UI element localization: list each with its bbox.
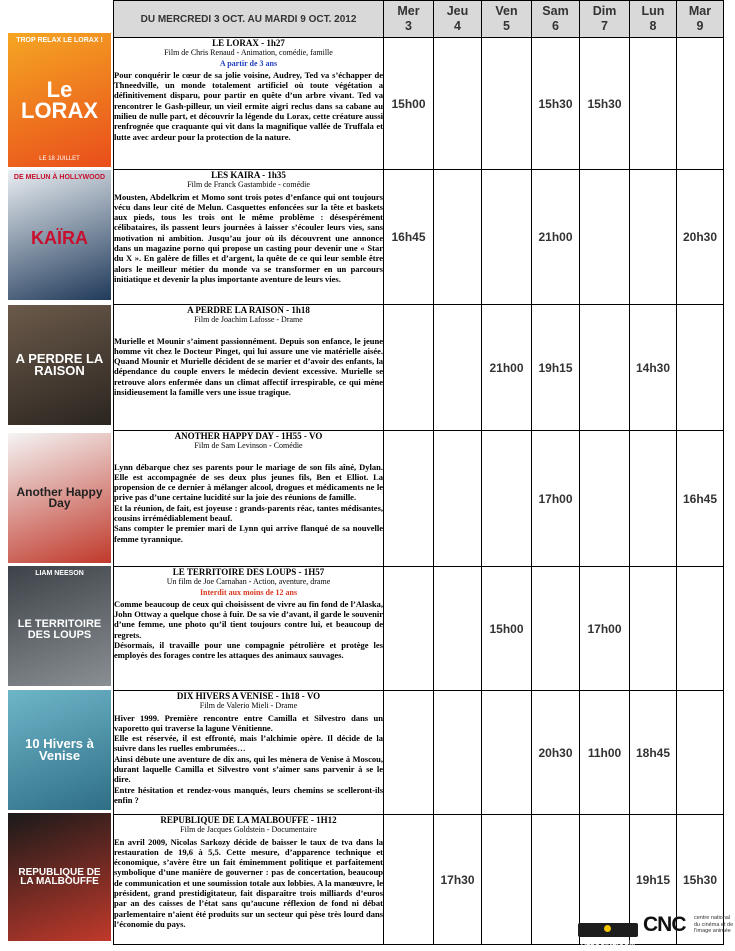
poster-footer: LE 18 JUILLET bbox=[39, 156, 80, 163]
showtime-mer: 16h45 bbox=[384, 170, 434, 305]
spacer bbox=[114, 452, 383, 461]
showtime-mer: 15h00 bbox=[384, 38, 434, 170]
showtime-mar: 15h30 bbox=[677, 815, 724, 945]
film-credit: Film de Valerio Mieli - Drame bbox=[199, 701, 298, 711]
film-description bbox=[114, 431, 384, 567]
header-row bbox=[114, 1, 724, 38]
showtime-mar: 16h45 bbox=[677, 431, 724, 567]
film-synopsis bbox=[114, 599, 383, 661]
showtime-ven bbox=[482, 431, 532, 567]
film-row bbox=[114, 431, 724, 567]
showtime-sam: 20h30 bbox=[532, 691, 580, 815]
showtime-jeu bbox=[434, 170, 482, 305]
cnc-logo: CNC bbox=[643, 913, 686, 936]
film-note: A partir de 3 ans bbox=[219, 58, 278, 68]
day-name: Lun bbox=[641, 4, 665, 18]
film-title: LES KAIRA - 1h35 bbox=[211, 170, 286, 180]
film-description bbox=[114, 567, 384, 691]
film-poster bbox=[8, 33, 111, 167]
film-poster bbox=[8, 305, 111, 425]
showtime-ven: 21h00 bbox=[482, 305, 532, 431]
showtime-mer bbox=[384, 691, 434, 815]
synopsis-line: Désormais, il travaille pour une compagnie pétrolière et protège les employés des forages contre les attaques des animaux sauvages. bbox=[114, 640, 383, 661]
film-row bbox=[114, 170, 724, 305]
film-synopsis bbox=[114, 336, 383, 398]
film-title: ANOTHER HAPPY DAY - 1H55 - VO bbox=[174, 431, 323, 441]
synopsis-line: Pour conquérir le cœur de sa jolie voisine, Audrey, Ted va s’échapper de Thneedville, un monde totalement artificiel où toute végétation a définitivement disparu, pour partir en quête d’un arbre vivant. Ted va rencontrer le Gash-pilleur, un vieil ermite aigri reclus dans sa cabane au milieu de nulle part, et découvrir la légende du Lorax, cette créature aussi renfrognée que craquante qui vit dans la magnifique vallée de Truffala et lutte avec ardeur pour la protection de la nature. bbox=[114, 69, 383, 142]
day-header-mer bbox=[384, 1, 434, 38]
showtime-jeu bbox=[434, 567, 482, 691]
synopsis-line: Mousten, Abdelkrim et Momo sont trois potes d’enfance qui ont toujours vécu dans leur cité de Melun. Casquettes enfoncées sur la tête et baskets aux pieds, tous les trois ont le même problème : désespérément célibataires, ils passent leurs journées à laisser s’écouler leurs vies, sans motivation ni ambition. Jusqu’au jour où ils découvrent une annonce dans un magazine porno qui propose un casting pour devenir une « Star du X ». En galère de filles et d’argent, la quête de ce qui leur semble être alors le meilleur métier du monde va se transformer en un parcours initiatique et devenir la plus importante aventure de leurs vies. bbox=[114, 191, 383, 284]
showtime-lun bbox=[630, 170, 677, 305]
film-title: A PERDRE LA RAISON - 1h18 bbox=[187, 305, 310, 315]
poster-title: LE TERRITOIRE DES LOUPS bbox=[17, 618, 102, 641]
showtime-dim bbox=[580, 170, 630, 305]
synopsis-line: Et la réunion, de fait, est joyeuse : grands-parents réac, tantes médisantes, cousins irrémédiablement beauf. bbox=[114, 502, 383, 524]
poster-title: REPUBLIQUE DE LA MALBOUFFE bbox=[18, 866, 101, 887]
spacer bbox=[114, 326, 383, 335]
poster-title: A PERDRE LA RAISON bbox=[15, 350, 104, 378]
synopsis-line: Murielle et Mounir s’aiment passionnément. Depuis son enfance, le jeune homme vit chez le Docteur Pinget, qui lui assure une vie matérielle aisée. Quand Mounir et Murielle décident de se marier et d’avoir des enfants, la dépendance du couple envers le médecin devient excessive. Murielle se retrouve alors enfermée dans un climat affectif irrespirable, ce qui mène insidieusement la famille vers une issue tragique. bbox=[114, 335, 383, 398]
film-note: Interdit aux moins de 12 ans bbox=[199, 587, 298, 597]
showtime-ven bbox=[482, 170, 532, 305]
synopsis-line: Ainsi débute une aventure de dix ans, qui les mènera de Venise à Moscou, durant laquelle Camilla et Silvestro vont s’aimer sans parvenir à se le dire. bbox=[114, 753, 383, 785]
poster-title: 10 Hivers à Venise bbox=[25, 735, 94, 763]
film-poster bbox=[8, 170, 111, 300]
poster-column bbox=[0, 0, 113, 943]
showtime-ven bbox=[482, 815, 532, 945]
film-credit: Un film de Joe Carnahan - Action, aventure, drame bbox=[166, 577, 331, 587]
poster-tagline: DE MELUN À HOLLYWOOD bbox=[13, 174, 106, 181]
showtime-lun bbox=[630, 38, 677, 170]
film-title: DIX HIVERS A VENISE - 1h18 - VO bbox=[176, 691, 321, 701]
film-synopsis bbox=[114, 192, 383, 285]
film-title: LE TERRITOIRE DES LOUPS - 1H57 bbox=[172, 567, 325, 577]
synopsis-line: Lynn débarque chez ses parents pour le mariage de son fils aîné, Dylan. Elle est accompagnée de ses deux plus jeunes fils, Ben et Elliot. La propension de ce dernier à mélanger alcool, drogues et médicaments ne le prive pas d’une certaine lucidité sur la joie des réunions de famille. bbox=[114, 461, 383, 503]
film-row bbox=[114, 567, 724, 691]
film-credit: Film de Jacques Goldstein - Documentaire bbox=[180, 825, 317, 835]
poster-title: Le LORAX bbox=[21, 76, 98, 123]
allocine-dot-icon bbox=[604, 925, 611, 932]
showtime-sam bbox=[532, 815, 580, 945]
showtime-mar bbox=[677, 305, 724, 431]
showtime-jeu bbox=[434, 38, 482, 170]
day-number: 9 bbox=[696, 19, 704, 33]
day-number: 7 bbox=[601, 19, 608, 33]
showtime-jeu: 17h30 bbox=[434, 815, 482, 945]
showtime-mer bbox=[384, 431, 434, 567]
showtime-dim: 17h00 bbox=[580, 567, 630, 691]
showtime-sam: 15h30 bbox=[532, 38, 580, 170]
day-header-sam bbox=[532, 1, 580, 38]
cnc-caption: centre national du cinéma et de l'image animée bbox=[694, 915, 734, 934]
film-description bbox=[114, 815, 384, 945]
showtime-mar bbox=[677, 691, 724, 815]
showtime-lun: 14h30 bbox=[630, 305, 677, 431]
synopsis-line: Hiver 1999. Première rencontre entre Camilla et Silvestro dans un vaporetto qui traverse la lagune Vénitienne. bbox=[114, 712, 383, 733]
film-poster bbox=[8, 813, 111, 941]
day-header-lun bbox=[630, 1, 677, 38]
poster-tagline: LIAM NEESON bbox=[35, 570, 84, 577]
synopsis-line: Elle est réservée, il est effronté, mais l’alchimie opère. Il décide de la suivre dans les ruelles embrumées… bbox=[114, 733, 383, 754]
film-row bbox=[114, 305, 724, 431]
poster-title: KAÏRA bbox=[31, 228, 88, 249]
showtime-mer bbox=[384, 815, 434, 945]
poster-title: Another Happy Day bbox=[16, 484, 103, 510]
synopsis-line: Comme beaucoup de ceux qui choisissent de vivre au fin fond de l’Alaska, John Ottway a quelque chose à fuir. De sa vie d’avant, il garde le souvenir d’une femme, une photo qu’il tient toujours contre lui, et beaucoup de regrets. bbox=[114, 598, 383, 640]
film-synopsis bbox=[114, 70, 383, 142]
film-credit: Film de Franck Gastambide - comédie bbox=[187, 180, 310, 190]
showtime-lun: 19h15 bbox=[630, 815, 677, 945]
day-header-mar bbox=[677, 1, 724, 38]
film-poster bbox=[8, 690, 111, 810]
film-description bbox=[114, 305, 384, 431]
film-synopsis bbox=[114, 837, 383, 930]
film-credit: Film de Sam Levinson - Comédie bbox=[194, 441, 303, 451]
day-name: Mer bbox=[397, 4, 420, 18]
showtime-sam: 17h00 bbox=[532, 431, 580, 567]
film-synopsis bbox=[114, 462, 383, 544]
showtime-sam: 19h15 bbox=[532, 305, 580, 431]
footer-logos bbox=[578, 911, 734, 947]
showtime-jeu bbox=[434, 305, 482, 431]
day-name: Dim bbox=[592, 4, 617, 18]
film-description bbox=[114, 170, 384, 305]
film-credit: Film de Chris Renaud - Animation, comédie, famille bbox=[164, 48, 333, 58]
showtime-mer bbox=[384, 567, 434, 691]
showtime-mar bbox=[677, 38, 724, 170]
day-number: 8 bbox=[649, 19, 657, 33]
day-name: Sam bbox=[542, 4, 569, 18]
day-name: Ven bbox=[495, 4, 518, 18]
film-description bbox=[114, 691, 384, 815]
showtime-lun: 18h45 bbox=[630, 691, 677, 815]
day-number: 5 bbox=[503, 19, 510, 33]
day-header-ven bbox=[482, 1, 532, 38]
showtime-mar: 20h30 bbox=[677, 170, 724, 305]
synopsis-line: Entre hésitation et rendez-vous manqués, leurs chemins se scelleront-ils enfin ? bbox=[114, 784, 383, 805]
showtime-mar bbox=[677, 567, 724, 691]
showtime-jeu bbox=[434, 691, 482, 815]
film-synopsis bbox=[114, 713, 383, 806]
film-poster bbox=[8, 566, 111, 686]
showtime-ven: 15h00 bbox=[482, 567, 532, 691]
film-credit: Film de Joachim Lafosse - Drame bbox=[194, 315, 303, 325]
allocine-logo[interactable]: ALLOCINE.COM bbox=[578, 923, 638, 937]
synopsis-line: Sans compter le premier mari de Lynn qui arrive flanqué de sa nouvelle femme tyrannique. bbox=[114, 523, 383, 544]
showtime-sam bbox=[532, 567, 580, 691]
film-title: LE LORAX - 1h27 bbox=[212, 38, 285, 48]
showtime-ven bbox=[482, 691, 532, 815]
day-header-jeu bbox=[434, 1, 482, 38]
synopsis-line: En avril 2009, Nicolas Sarkozy décide de baisser le taux de tva dans la restauration de 19,6 à 5,5. Cette mesure, d’apparence technique et économique, s’avère être un fait éminemment politique et parfaitement symbolique d’une manière de gouverner : pas de concertation, beaucoup de communication et une soumission totale aux lobbies. A la manœuvre, le président, grand prestidigitateur, fait disparaître trois milliards d’euros par an des caisses de l’état sans qu’aucune réflexion de fond ni débat parlementaire n’aient été produits sur un secteur qui pèse très lourd dans l’économie du pays. bbox=[114, 836, 383, 929]
showtime-dim bbox=[580, 431, 630, 567]
showtime-lun bbox=[630, 567, 677, 691]
day-name: Jeu bbox=[446, 4, 469, 18]
date-range-header: DU MERCREDI 3 OCT. AU MARDI 9 OCT. 2012 bbox=[114, 1, 384, 38]
showtime-mer bbox=[384, 305, 434, 431]
film-row bbox=[114, 38, 724, 170]
showtime-jeu bbox=[434, 431, 482, 567]
day-number: 6 bbox=[552, 19, 559, 33]
film-description bbox=[114, 38, 384, 170]
film-row bbox=[114, 691, 724, 815]
day-name: Mar bbox=[688, 4, 712, 18]
poster-tagline: TROP RELAX LE LORAX ! bbox=[16, 37, 103, 44]
schedule-table bbox=[113, 0, 724, 945]
showtime-dim: 11h00 bbox=[580, 691, 630, 815]
showtime-dim: 15h30 bbox=[580, 38, 630, 170]
showtime-sam: 21h00 bbox=[532, 170, 580, 305]
day-number: 3 bbox=[405, 19, 412, 33]
day-number: 4 bbox=[454, 19, 461, 33]
film-title: REPUBLIQUE DE LA MALBOUFFE - 1H12 bbox=[160, 815, 337, 825]
showtime-dim bbox=[580, 305, 630, 431]
showtime-ven bbox=[482, 38, 532, 170]
film-poster bbox=[8, 433, 111, 563]
showtime-lun bbox=[630, 431, 677, 567]
day-header-dim bbox=[580, 1, 630, 38]
